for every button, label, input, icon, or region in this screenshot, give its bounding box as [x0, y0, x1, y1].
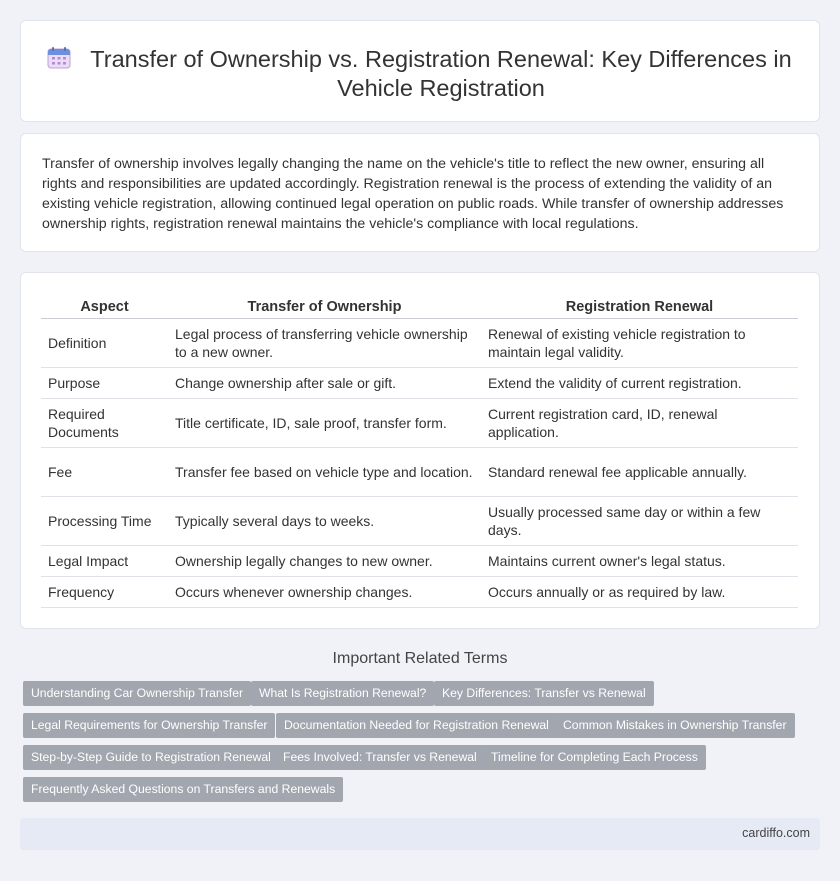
related-term-link[interactable]: Fees Involved: Transfer vs Renewal: [275, 745, 485, 770]
column-header-aspect: Aspect: [41, 296, 168, 318]
table-cell: Extend the validity of current registration.: [481, 367, 798, 398]
header-card: [20, 20, 820, 122]
table-cell: Occurs annually or as required by law.: [481, 576, 798, 607]
related-term-link[interactable]: Frequently Asked Questions on Transfers and Renewals: [23, 777, 343, 802]
footer: [20, 818, 820, 850]
column-header-transfer: Transfer of Ownership: [168, 296, 481, 318]
table-row: [41, 496, 798, 545]
related-term-link[interactable]: Documentation Needed for Registration Renewal: [276, 713, 557, 738]
table-cell: Required Documents: [41, 398, 168, 447]
table-cell: Legal process of transferring vehicle ownership to a new owner.: [168, 318, 481, 367]
table-cell: Definition: [41, 318, 168, 367]
related-term-link[interactable]: Timeline for Completing Each Process: [483, 745, 706, 770]
table-row: [41, 318, 798, 367]
table-cell: Title certificate, ID, sale proof, transfer form.: [168, 398, 481, 447]
comparison-table-card: [20, 272, 820, 629]
related-term-link[interactable]: Key Differences: Transfer vs Renewal: [434, 681, 654, 706]
table-row: [41, 545, 798, 576]
table-cell: Renewal of existing vehicle registration to maintain legal validity.: [481, 318, 798, 367]
calendar-icon: [47, 47, 71, 69]
related-terms-title: Important Related Terms: [332, 650, 508, 667]
related-term-link[interactable]: What Is Registration Renewal?: [251, 681, 434, 706]
table-cell: Standard renewal fee applicable annually.: [481, 447, 798, 496]
comparison-table: [41, 296, 798, 608]
table-cell: Frequency: [41, 576, 168, 607]
table-cell: Purpose: [41, 367, 168, 398]
related-term-link[interactable]: Legal Requirements for Ownership Transfer: [23, 713, 275, 738]
page-title: Transfer of Ownership vs. Registration Renewal: Key Differences in Vehicle Registration: [90, 46, 792, 101]
table-cell: Transfer fee based on vehicle type and location.: [168, 447, 481, 496]
table-cell: Current registration card, ID, renewal application.: [481, 398, 798, 447]
related-term-link[interactable]: Step-by-Step Guide to Registration Renewal: [23, 745, 279, 770]
table-cell: Occurs whenever ownership changes.: [168, 576, 481, 607]
table-cell: Usually processed same day or within a few days.: [481, 496, 798, 545]
footer-site-name: cardiffo.com: [742, 826, 810, 840]
table-cell: Maintains current owner's legal status.: [481, 545, 798, 576]
table-row: [41, 576, 798, 607]
intro-text: Transfer of ownership involves legally changing the name on the vehicle's title to reflect the new owner, ensuring all rights and responsibilities are updated accordingly. Registration renewal is the process of extending the validity of an existing vehicle registration, allowing continued legal operation on public roads. While transfer of ownership addresses ownership rights, registration renewal maintains the vehicle's compliance with local regulations.: [42, 156, 784, 232]
table-row: [41, 447, 798, 496]
table-cell: Fee: [41, 447, 168, 496]
column-header-renewal: Registration Renewal: [481, 296, 798, 318]
intro-card: [20, 133, 820, 252]
table-header-row: [41, 296, 798, 318]
related-term-link[interactable]: Common Mistakes in Ownership Transfer: [555, 713, 795, 738]
table-cell: Typically several days to weeks.: [168, 496, 481, 545]
table-cell: Processing Time: [41, 496, 168, 545]
table-row: [41, 367, 798, 398]
related-term-link[interactable]: Understanding Car Ownership Transfer: [23, 681, 251, 706]
table-cell: Change ownership after sale or gift.: [168, 367, 481, 398]
table-cell: Ownership legally changes to new owner.: [168, 545, 481, 576]
table-row: [41, 398, 798, 447]
table-cell: Legal Impact: [41, 545, 168, 576]
